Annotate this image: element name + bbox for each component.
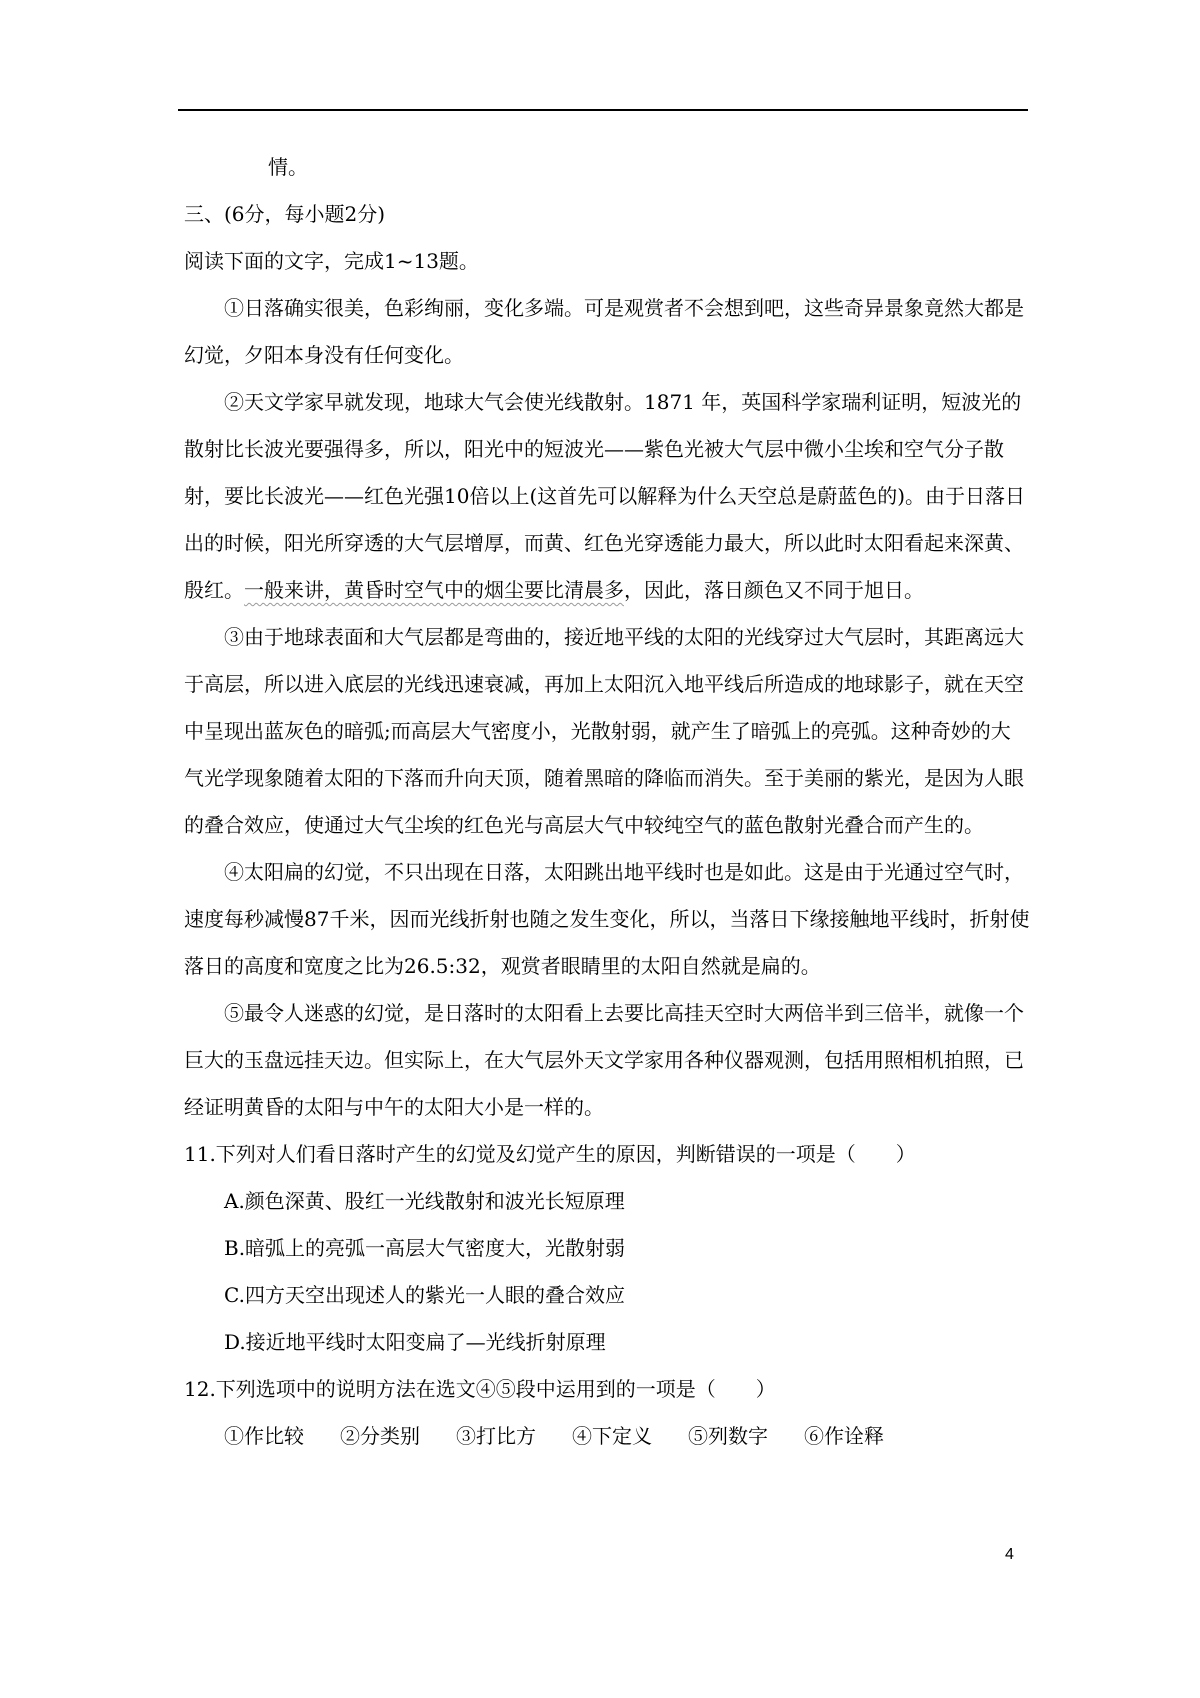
- question-12-stem: 12.下列选项中的说明方法在选文④⑤段中运用到的一项是（ ）: [184, 1377, 776, 1401]
- reading-instruction: 阅读下面的文字，完成1~13题。: [184, 249, 479, 273]
- method-3: ③打比方: [456, 1424, 536, 1448]
- page-body: [184, 144, 1030, 1460]
- paragraph-1: ①日落确实很美，色彩绚丽，变化多端。可是观赏者不会想到吧，这些奇异景象竟然大都是幻觉，夕阳本身没有任何变化。: [184, 296, 1024, 367]
- continuation-text: 情。: [268, 155, 308, 179]
- question-12-methods: [184, 1413, 1030, 1460]
- question-11-stem: 11.下列对人们看日落时产生的幻觉及幻觉产生的原因，判断错误的一项是（ ）: [184, 1142, 916, 1166]
- paragraph-3: ③由于地球表面和大气层都是弯曲的，接近地平线的太阳的光线穿过大气层时，其距离远大于高层，所以进入底层的光线迅速衰减，再加上太阳沉入地平线后所造成的地球影子，就在天空中呈现出蓝灰色的暗弧;而高层大气密度小，光散射弱，就产生了暗弧上的亮弧。这种奇妙的大气光学现象随着太阳的下落而升向天顶，随着黑暗的降临而消失。至于美丽的紫光，是因为人眼的叠合效应，使通过大气尘埃的红色光与高层大气中较纯空气的蓝色散射光叠合而产生的。: [184, 625, 1024, 837]
- question-11-option-d: D.接近地平线时太阳变扁了—光线折射原理: [224, 1330, 606, 1354]
- method-2: ②分类别: [340, 1424, 420, 1448]
- method-4: ④下定义: [572, 1424, 652, 1448]
- paragraph-2: [184, 379, 1030, 614]
- section-heading: 三、(6分，每小题2分): [184, 202, 386, 226]
- paragraph-2-underlined-sentence: 一般来讲，黄昏时空气中的烟尘要比清晨多: [244, 578, 624, 602]
- paragraph-2-part-b: ，因此，落日颜色又不同于旭日。: [624, 578, 924, 602]
- paragraph-2-part-a: ②天文学家早就发现，地球大气会使光线散射。1871 年，英国科学家瑞利证明，短波光的散射比长波光要强得多，所以，阳光中的短波光——紫色光被大气层中微小尘埃和空气分子散射，要比长波光——红色光强10倍以上(这首先可以解释为什么天空总是蔚蓝色的)。由于日落日出的时候，阳光所穿透的大气层增厚，而黄、红色光穿透能力最大，所以此时太阳看起来深黄、殷红。: [184, 390, 1026, 602]
- question-11-option-c: C.四方天空出现述人的紫光一人眼的叠合效应: [224, 1283, 625, 1307]
- method-1: ①作比较: [224, 1424, 304, 1448]
- header-rule: [178, 109, 1028, 111]
- page-number: 4: [1005, 1546, 1014, 1563]
- paragraph-5: ⑤最令人迷惑的幻觉，是日落时的太阳看上去要比高挂天空时大两倍半到三倍半，就像一个巨大的玉盘远挂天边。但实际上，在大气层外天文学家用各种仪器观测，包括用照相机拍照，已经证明黄昏的太阳与中午的太阳大小是一样的。: [184, 1001, 1024, 1119]
- paragraph-4: ④太阳扁的幻觉，不只出现在日落，太阳跳出地平线时也是如此。这是由于光通过空气时，速度每秒减慢87千米，因而光线折射也随之发生变化，所以，当落日下缘接触地平线时，折射使落日的高度和宽度之比为26.5:32，观赏者眼睛里的太阳自然就是扁的。: [184, 860, 1030, 978]
- method-5: ⑤列数字: [688, 1424, 768, 1448]
- question-11-option-a: A.颜色深黄、股红一光线散射和波光长短原理: [224, 1189, 625, 1213]
- method-6: ⑥作诠释: [804, 1424, 884, 1448]
- question-11-option-b: B.暗弧上的亮弧一高层大气密度大，光散射弱: [224, 1236, 626, 1260]
